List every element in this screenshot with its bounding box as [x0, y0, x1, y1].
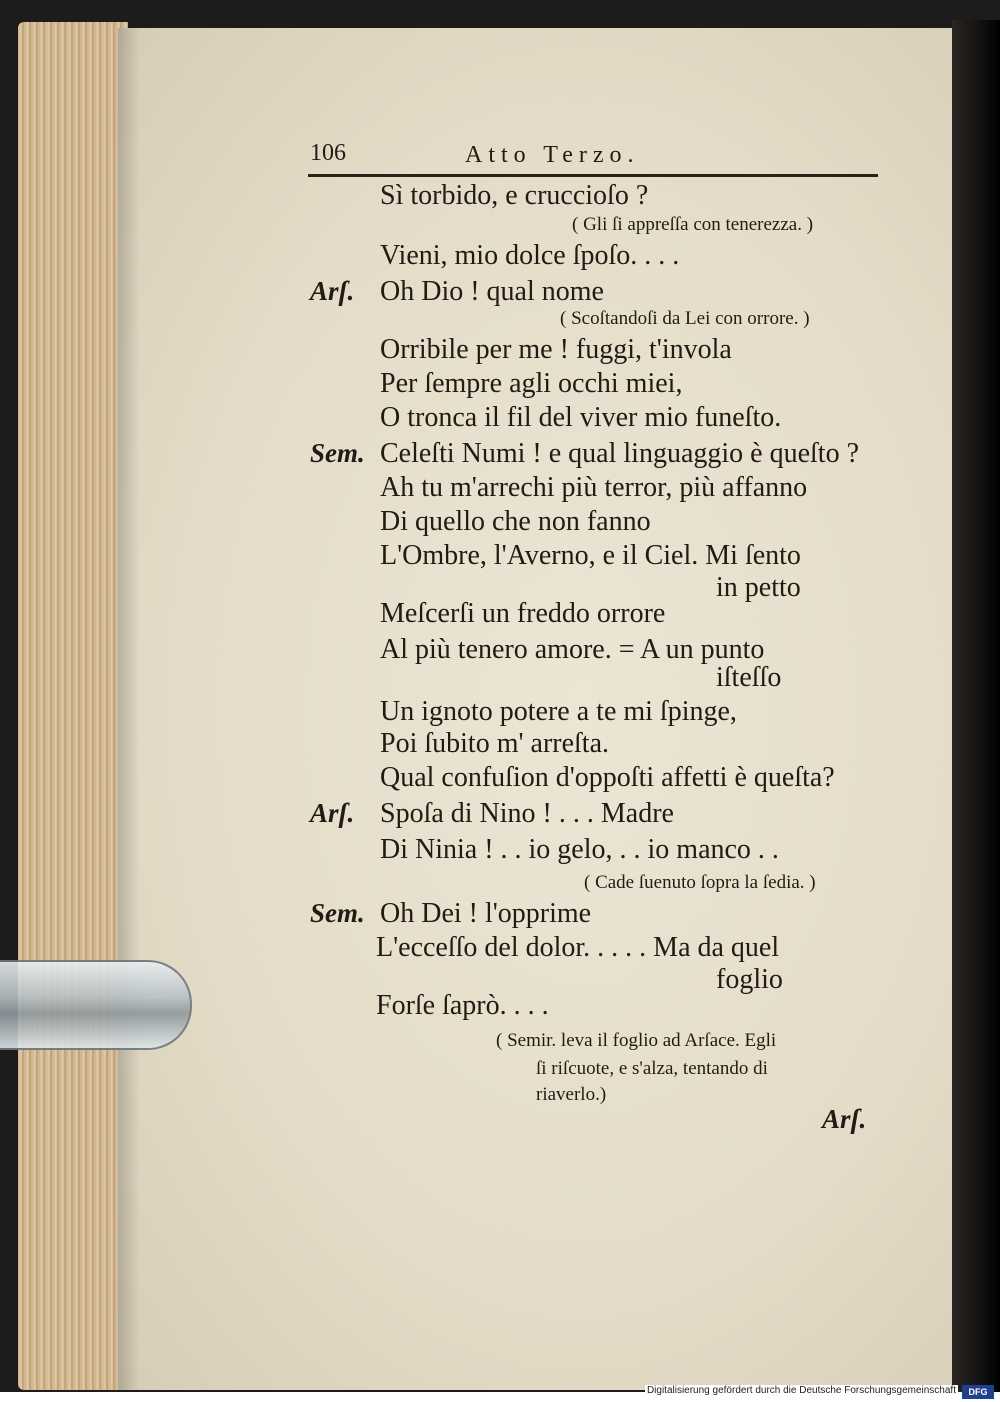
speaker-label: Arſ.: [310, 798, 355, 828]
verse-line: Celeſti Numi ! e qual linguaggio è queſto ?: [380, 438, 859, 469]
verse-line: Al più tenero amore. = A un punto: [380, 634, 765, 665]
page-number: 106: [310, 140, 346, 166]
verse-line: Forſe ſaprò. . . .: [376, 990, 549, 1021]
verse-line: Oh Dei ! l'opprime: [380, 898, 592, 929]
verse-line: L'Ombre, l'Averno, e il Ciel. Mi ſento: [380, 540, 801, 571]
verse-line: Oh Dio ! qual nome: [380, 276, 604, 307]
verse-line: Spoſa di Nino ! . . . Madre: [380, 798, 674, 829]
verse-line: Un ignoto potere a te mi ſpinge,: [380, 696, 737, 727]
speaker-label: Sem.: [310, 438, 365, 468]
book-cover-edge: [952, 20, 1000, 1392]
verse-line: L'ecceſſo del dolor. . . . . Ma da quel: [376, 932, 780, 963]
stage-direction: ( Semir. leva il foglio ad Arſace. Egli: [496, 1030, 777, 1051]
catchword: Arſ.: [822, 1104, 867, 1134]
page-holder-clip: [0, 960, 192, 1050]
speaker-label: Arſ.: [310, 276, 355, 306]
verse-line: Ah tu m'arrechi più terror, più affanno: [380, 472, 808, 503]
verse-line: Di Ninia ! . . io gelo, . . io manco . .: [380, 834, 779, 865]
header-rule: [308, 174, 878, 177]
stage-direction: riaverlo.): [536, 1084, 607, 1105]
page-gutter-shadow: [118, 28, 140, 1390]
speaker-label: Sem.: [310, 898, 365, 928]
book-page-edges: [18, 22, 128, 1390]
verse-line: Qual confuſion d'oppoſti affetti è queſta?: [380, 762, 835, 793]
verse-line: Per ſempre agli occhi miei,: [380, 368, 683, 399]
verse-line: Sì torbido, e cruccioſo ?: [380, 180, 649, 211]
verse-line-overflow: foglio: [716, 964, 783, 995]
footer-credit: Digitalisierung gefördert durch die Deutsche Forschungsgemeinschaft: [646, 1385, 956, 1396]
verse-line: Meſcerſi un freddo orrore: [380, 598, 666, 629]
dfg-logo: DFG: [962, 1385, 994, 1399]
stage-direction: ( Cade ſuenuto ſopra la ſedia. ): [584, 872, 816, 893]
verse-line: Di quello che non fanno: [380, 506, 651, 537]
stage-direction: ( Scoſtandoſi da Lei con orrore. ): [560, 308, 810, 329]
stage-direction: ( Gli ſi appreſſa con tenerezza. ): [572, 214, 814, 235]
verse-line: Orribile per me ! fuggi, t'invola: [380, 334, 732, 365]
verse-line-overflow: iſteſſo: [716, 662, 782, 693]
verse-line: O tronca il fil del viver mio funeſto.: [380, 402, 782, 433]
verse-line: Poi ſubito m' arreſta.: [380, 728, 610, 759]
verse-line: Vieni, mio dolce ſpoſo. . . .: [380, 240, 680, 271]
stage-direction: ſi riſcuote, e s'alza, tentando di: [536, 1058, 768, 1079]
running-head: Atto Terzo.: [465, 142, 640, 168]
verse-line-overflow: in petto: [716, 572, 801, 603]
